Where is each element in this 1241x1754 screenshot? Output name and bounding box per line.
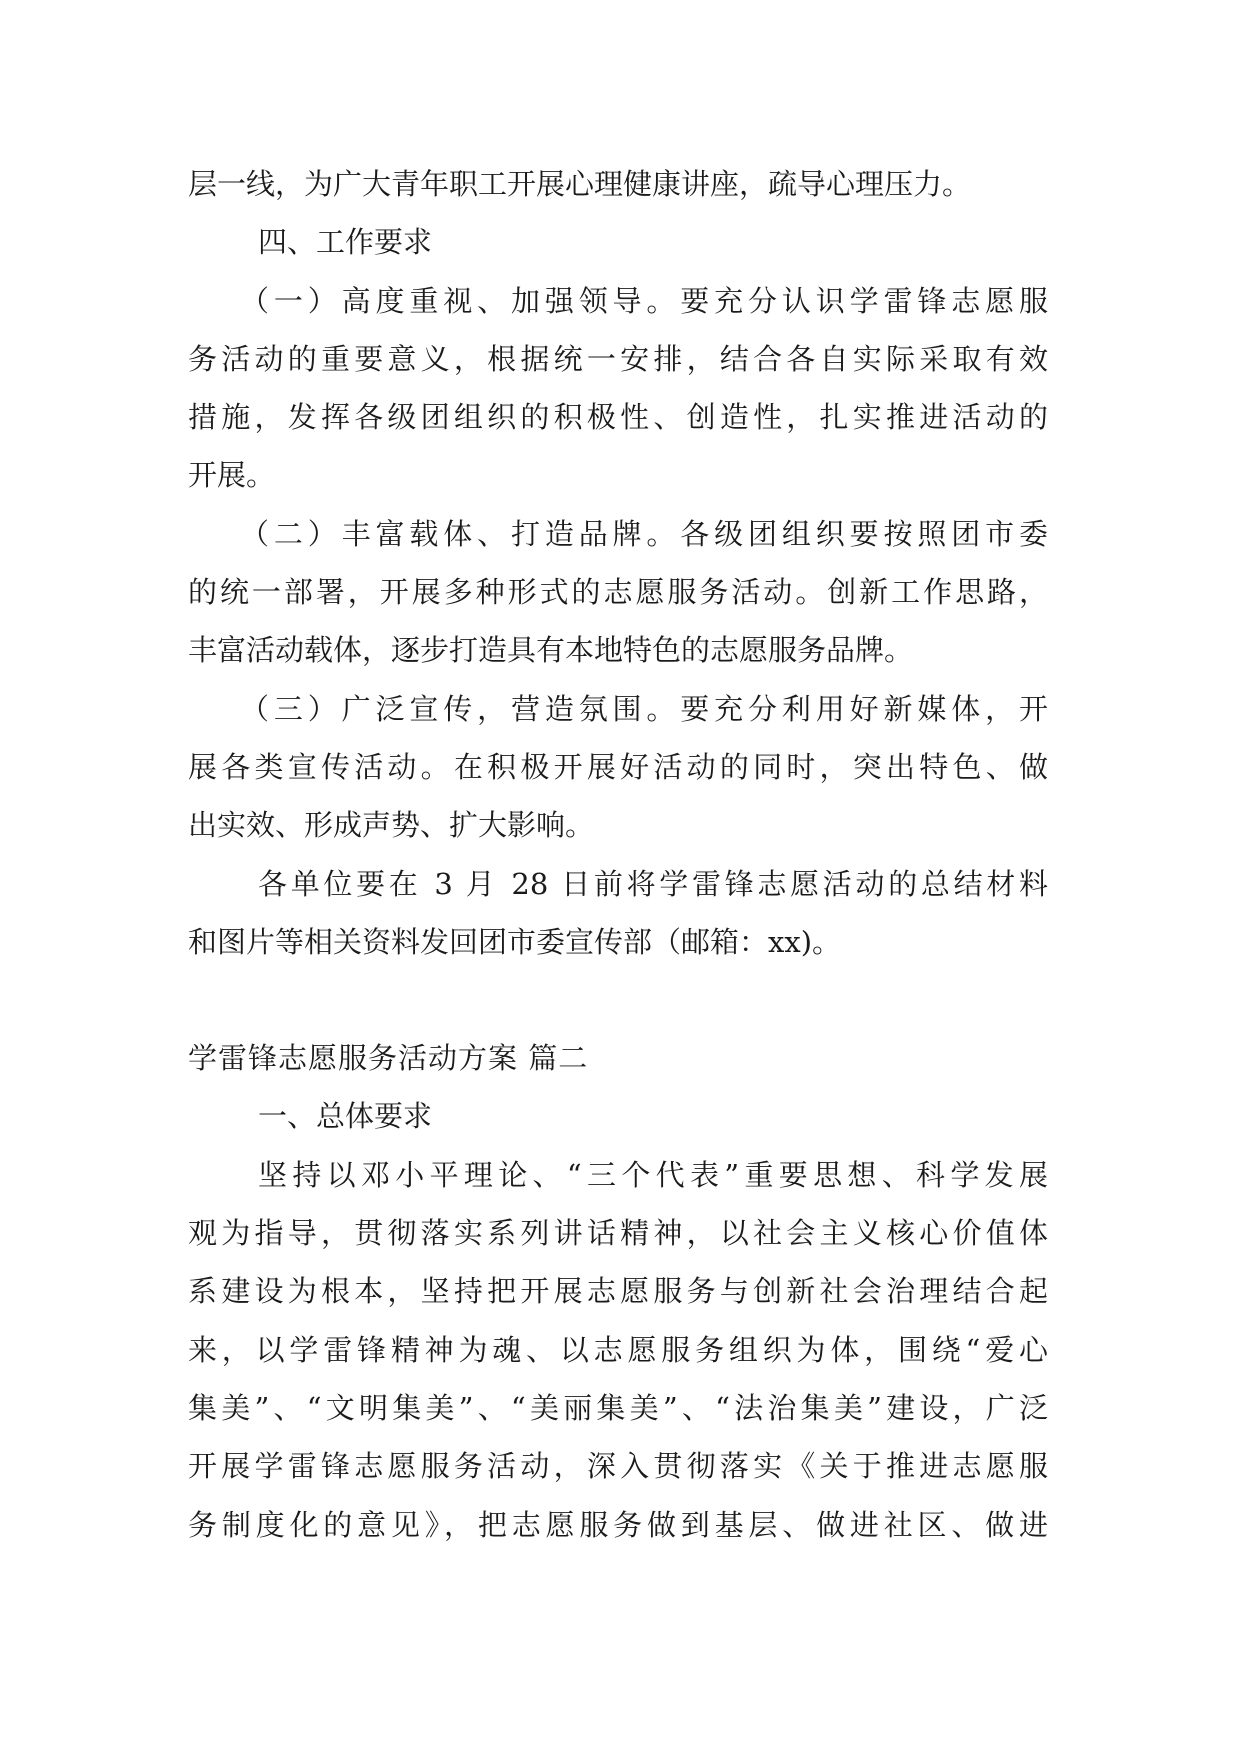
section-heading-work-requirements: 四、工作要求 (258, 225, 433, 260)
paragraph-item-1 (188, 272, 1048, 505)
paragraph-line: 层一线，为广大青年职工开展心理健康讲座，疏导心理压力。 (188, 167, 972, 201)
paragraph-line: 各单位要在 3 月 28 日前将学雷锋志愿活动的总结材料 (258, 866, 1048, 901)
paragraph-notice (188, 855, 1048, 972)
paragraph-general (188, 1146, 1048, 1554)
paragraph-line: 和图片等相关资料发回团市委宣传部（邮箱：xx)。 (188, 924, 842, 959)
paragraph-line: 系建设为根本，坚持把开展志愿服务与创新社会治理结合起 (188, 1274, 1048, 1309)
paragraph-line: 坚持以邓小平理论、“三个代表”重要思想、科学发展 (258, 1157, 1048, 1192)
document-section-title: 学雷锋志愿服务活动方案 篇二 (188, 1041, 589, 1076)
paragraph-line: 的统一部署，开展多种形式的志愿服务活动。创新工作思路， (188, 575, 1048, 610)
paragraph-line: 务活动的重要意义，根据统一安排，结合各自实际采取有效 (188, 341, 1048, 376)
paragraph-line: 展各类宣传活动。在积极开展好活动的同时，突出特色、做 (188, 749, 1048, 784)
paragraph-line: 丰富活动载体，逐步打造具有本地特色的志愿服务品牌。 (188, 633, 914, 668)
paragraph-line: 观为指导，贯彻落实系列讲话精神，以社会主义核心价值体 (188, 1216, 1048, 1251)
document-body (188, 155, 1048, 1554)
paragraph-line: 集美”、“文明集美”、“美丽集美”、“法治集美”建设，广泛 (188, 1390, 1048, 1425)
paragraph-line: 来，以学雷锋精神为魂、以志愿服务组织为体，围绕“爱心 (188, 1332, 1048, 1367)
section-heading-general-requirements: 一、总体要求 (258, 1099, 433, 1134)
section-spacer (188, 971, 1048, 1029)
paragraph-item-2 (188, 505, 1048, 680)
paragraph-line: 出实效、形成声势、扩大影响。 (188, 808, 595, 843)
paragraph-line: 开展。 (188, 458, 276, 493)
paragraph-line: 措施，发挥各级团组织的积极性、创造性，扎实推进活动的 (188, 400, 1048, 435)
paragraph-line: （三）广泛宣传，营造氛围。要充分利用好新媒体，开 (240, 691, 1048, 726)
paragraph-line: 务制度化的意见》，把志愿服务做到基层、做进社区、做进 (188, 1507, 1048, 1542)
paragraph-line: 开展学雷锋志愿服务活动，深入贯彻落实《关于推进志愿服 (188, 1449, 1048, 1484)
paragraph-line: （二）丰富载体、打造品牌。各级团组织要按照团市委 (240, 516, 1048, 551)
paragraph-line: （一）高度重视、加强领导。要充分认识学雷锋志愿服 (240, 283, 1048, 318)
paragraph-item-3 (188, 680, 1048, 855)
